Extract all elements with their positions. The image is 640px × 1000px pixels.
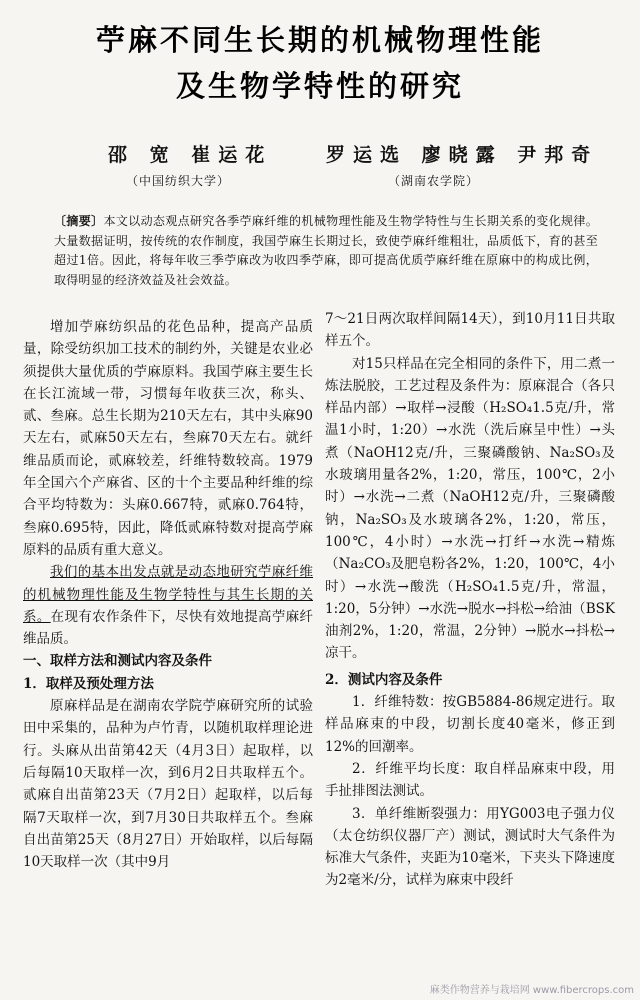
- intro-paragraph-2-rest: 在现有农作条件下，尽快有效地提高苧麻纤维品质。: [23, 608, 314, 648]
- affiliation-right: （湖南农学院）: [388, 174, 480, 188]
- abstract-tag: 〔摘要〕: [54, 214, 104, 228]
- watermark: 麻类作物营养与栽培网 www.fibercrops.com: [429, 985, 634, 996]
- title-line-2: 及生物学特性的研究: [175, 69, 464, 103]
- title-line-1: 苧麻不同生长期的机械物理性能: [95, 23, 544, 57]
- underlined-statement: 我们的基本出发点就是动态地研究苧麻纤维的机械物理性能及生物学特性与其生长期的关系。: [23, 564, 313, 625]
- sampling-paragraph: 原麻样品是在湖南农学院苧麻研究所的试验田中采集的，品种为卢竹青，以随机取样理论进行。头麻从出苗第42天（4月3日）起取样，以后每隔10天取样一次，到6月2日共取样五个。贰麻自出苗第23天（7月2日）起取样，以后每隔7天取样一次，到7月30日共取样五个。叁麻自出苗第25天（8月27日）开始取样，以后每隔10天取样一次（其中9月: [23, 698, 313, 871]
- right-paragraph-1: 7～21日两次取样间隔14天），到10月11日共取样五个。: [325, 311, 615, 350]
- authors-left: 邵 宽 崔运花: [108, 144, 273, 166]
- test-item-1: 1．纤维特数：按GB5884-86规定进行。取样品麻束的中段，切割长度40毫米，修正到12%的回潮率。: [325, 694, 615, 755]
- subsection-heading-1: 1．取样及预处理方法: [23, 675, 154, 692]
- right-column: [325, 308, 615, 892]
- subsection-heading-2: 2．测试内容及条件: [325, 671, 443, 688]
- authors-right: 罗运选 廖晓露 尹邦奇: [326, 144, 599, 166]
- test-item-3: 3．单纤维断裂强力：用YG003电子强力仪（太仓纺织仪器厂产）测试，测试时大气条件为标准大气条件，夹距为10毫米，下夹头下降速度为2毫米/分，试样为麻束中段纤: [325, 805, 615, 889]
- affiliation-left: （中国纺织大学）: [126, 174, 231, 188]
- abstract-text: 本文以动态观点研究各季苧麻纤维的机械物理性能及生物学特性与生长期关系的变化规律。大量数据证明，按传统的农作制度，我国苧麻生长期过长，致使苧麻纤维粗壮，品质低下，育的甚至超过1倍。因此，将每年收三季苧麻改为收四季苧麻，即可提高优质苧麻纤维在原麻中的构成比例，取得明显的经济效益及社会效益。: [54, 214, 598, 287]
- intro-paragraph-2: [23, 561, 313, 650]
- test-item-2: 2．纤维平均长度：取自样品麻束中段，用手扯排图法测试。: [325, 760, 615, 800]
- intro-paragraph-1: 增加苧麻纺织品的花色品种，提高产品质量，除受纺织加工技术的制约外，关键是农业必须提供大量优质的苧麻原料。我国苧麻主要生长在长江流域一带，习惯每年收获三次，称头、贰、叁麻。总生长期为210天左右，其中头麻90天左右，贰麻50天左右，叁麻70天左右。就纤维品质而论，贰麻较差，纤维特数较高。1979年全国六个产麻省、区的十个主要品种纤维的综合平均特数为：头麻0.667特，贰麻0.764特，叁麻0.695特，因此，降低贰麻特数对提高苧麻原料的品质有重大意义。: [23, 319, 313, 558]
- section-heading-1: 一、取样方法和测试内容及条件: [23, 653, 212, 670]
- abstract: [54, 212, 598, 290]
- degumming-paragraph: 对15只样品在完全相同的条件下，用二煮一炼法脱胶，工艺过程及条件为：原麻混合（各只样品内部）→取样→浸酸（H₂SO₄1.5克/升，常温1小时，1:20）→水洗（洗后麻呈中性）→头煮（NaOH12克/升，三聚磷酸钠、Na₂SO₃及水玻璃用量各2%，1:20，常压，100℃，2小时）→水洗→二煮（NaOH12克/升，三聚磷酸钠，Na₂SO₃及水玻璃各2%，1:20，常压，100℃，4小时）→水洗→打纤→水洗→精炼（Na₂CO₃及肥皂粉各2%，1:20，100℃，4小时）→水洗→酸洗（H₂SO₄1.5克/升，常温，1:20，5分钟）→水洗→脱水→抖松→给油（BSK油剂2%，1:20，常温，2分钟）→脱水→抖松→凉干。: [325, 355, 615, 662]
- left-column: [23, 316, 313, 873]
